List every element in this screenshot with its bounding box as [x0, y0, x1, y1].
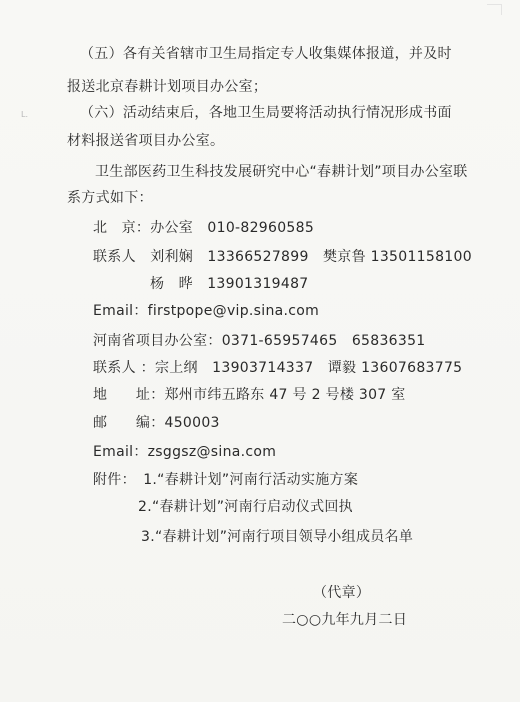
address-line: 地 址：郑州市纬五路东 47 号 2 号楼 307 室 [93, 387, 406, 403]
scan-corner-mark [487, 4, 502, 15]
postcode-line: 邮 编：450003 [93, 415, 220, 431]
henan-office-line: 河南省项目办公室：0371-65957465 65836351 [93, 333, 426, 349]
henan-contact-line: 联系人 ：宗上纲 13903714337 谭毅 13607683775 [93, 360, 463, 376]
document-date: 二○○九年九月二日 [282, 612, 408, 628]
paragraph-line-3: （六）活动结束后，各地卫生局要将活动执行情况形成书面 [80, 105, 452, 121]
paragraph-line-5: 卫生部医药卫生科技发展研究中心“春耕计划”项目办公室联 [95, 164, 468, 180]
contact-beijing-line: 北 京：办公室 010-82960585 [93, 220, 315, 236]
paragraph-line-1: （五）各有关省辖市卫生局指定专人收集媒体报道，并及时 [80, 46, 452, 62]
email-line-1: Email：firstpope@vip.sina.com [93, 303, 320, 319]
attachment-line-2: 2.“春耕计划”河南行启动仪式回执 [138, 499, 353, 515]
contact-person-line-1: 联系人 刘利娴 13366527899 樊京鲁 13501158100 [93, 249, 472, 265]
seal-note: （代章） [313, 585, 371, 601]
paragraph-line-6: 系方式如下： [67, 190, 153, 206]
paragraph-line-2: 报送北京春耕计划项目办公室； [67, 79, 268, 95]
attachment-line-1: 附件： 1.“春耕计划”河南行活动实施方案 [93, 472, 359, 488]
scan-margin-mark: L. [21, 110, 28, 119]
email-line-2: Email：zsggsz@sina.com [93, 444, 277, 460]
paragraph-line-4: 材料报送省项目办公室。 [67, 133, 225, 149]
attachment-line-3: 3.“春耕计划”河南行项目领导小组成员名单 [141, 529, 414, 545]
contact-person-line-2: 杨 晔 13901319487 [150, 276, 309, 292]
